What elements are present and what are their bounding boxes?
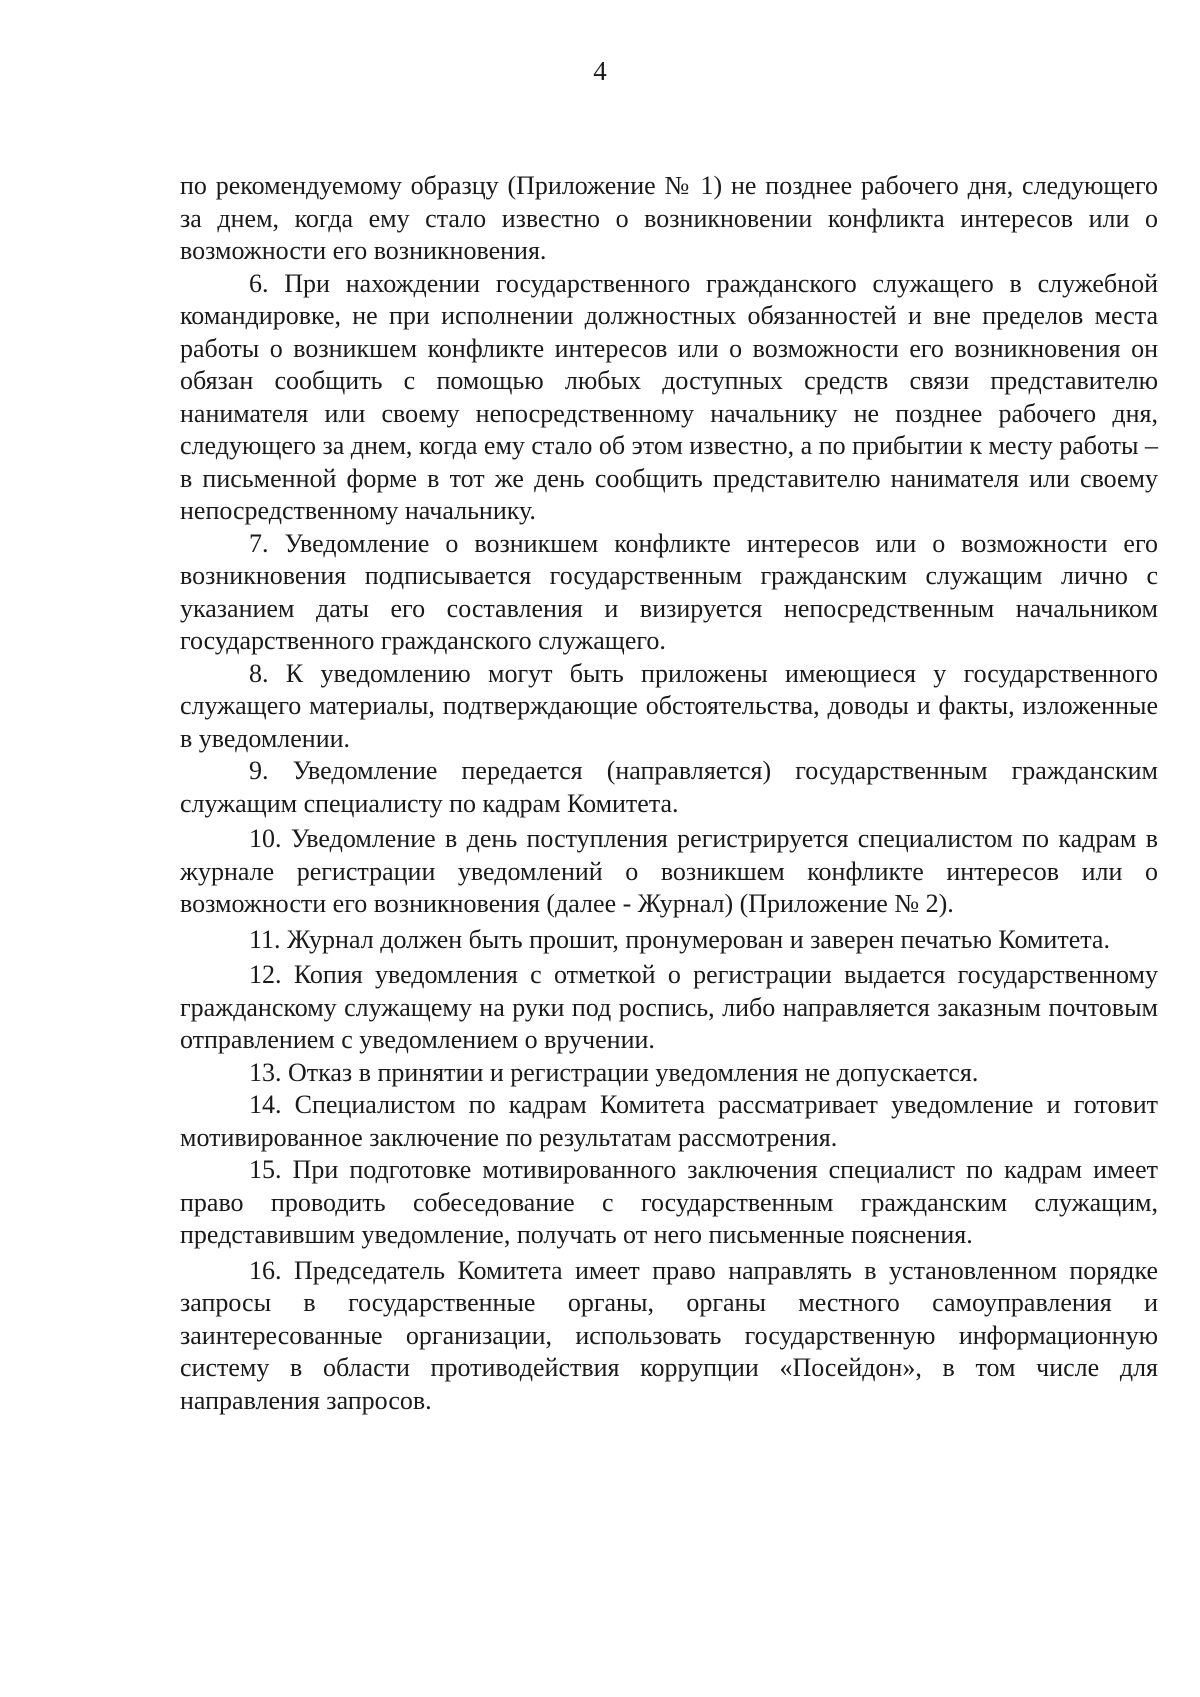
paragraph-item-16: 16. Председатель Комитета имеет право направлять в установленном порядке запросы в государственные органы, органы местного самоуправления и заинтересованные организации, использовать государственную информационную систему в области противодействия коррупции «Посейдон», в том числе для направления запросов.: [180, 1255, 1158, 1415]
paragraph-continuation: по рекомендуемому образцу (Приложение № 1) не позднее рабочего дня, следующего за днем, когда ему стало известно о возникновении конфликта интересов или о возможности его возникновения.: [180, 171, 1158, 265]
paragraph-item-11: 11. Журнал должен быть прошит, пронумерован и заверен печатью Комитета.: [249, 924, 1110, 954]
paragraph-item-10: 10. Уведомление в день поступления регистрируется специалистом по кадрам в журнале регистрации уведомлений о возникшем конфликте интересов или о возможности его возникновения (далее - Журнал) (Приложение № 2).: [180, 824, 1158, 918]
paragraph-item-14: 14. Специалистом по кадрам Комитета рассматривает уведомление и готовит мотивированное заключение по результатам рассмотрения.: [180, 1090, 1158, 1152]
paragraph-item-8: 8. К уведомлению могут быть приложены имеющиеся у государственного служащего материалы, подтверждающие обстоятельства, доводы и факты, изложенные в уведомлении.: [180, 658, 1158, 753]
paragraph-item-9: 9. Уведомление передается (направляется) государственным гражданским служащим специалисту по кадрам Комитета.: [180, 756, 1158, 818]
document-body: [180, 170, 1158, 1417]
paragraph-item-6: 6. При нахождении государственного гражданского служащего в служебной командировке, не при исполнении должностных обязанностей и вне пределов места работы о возникшем конфликте интересов или о возможности его возникновения он обязан сообщить с помощью любых доступных средств связи представителю нанимателя или своему непосредственному начальнику не позднее рабочего дня, следующего за днем, когда ему стало об этом известно, а по прибытии к месту работы – в письменной форме в тот же день сообщить представителю нанимателя или своему непосредственному начальнику.: [180, 268, 1158, 525]
paragraph-item-13: 13. Отказ в принятии и регистрации уведомления не допускается.: [249, 1057, 979, 1087]
paragraph-item-15: 15. При подготовке мотивированного заключения специалист по кадрам имеет право проводить собеседование с государственным гражданским служащим, представившим уведомление, получать от него письменные пояснения.: [180, 1155, 1158, 1249]
page-number: 4: [593, 56, 607, 86]
paragraph-item-12: 12. Копия уведомления с отметкой о регистрации выдается государственному гражданскому служащему на руки под роспись, либо направляется заказным почтовым отправлением с уведомлением о вручении.: [180, 960, 1158, 1054]
paragraph-item-7: 7. Уведомление о возникшем конфликте интересов или о возможности его возникновения подписывается государственным гражданским служащим лично с указанием даты его составления и визируется непосредственным начальником государственного гражданского служащего.: [180, 528, 1158, 655]
